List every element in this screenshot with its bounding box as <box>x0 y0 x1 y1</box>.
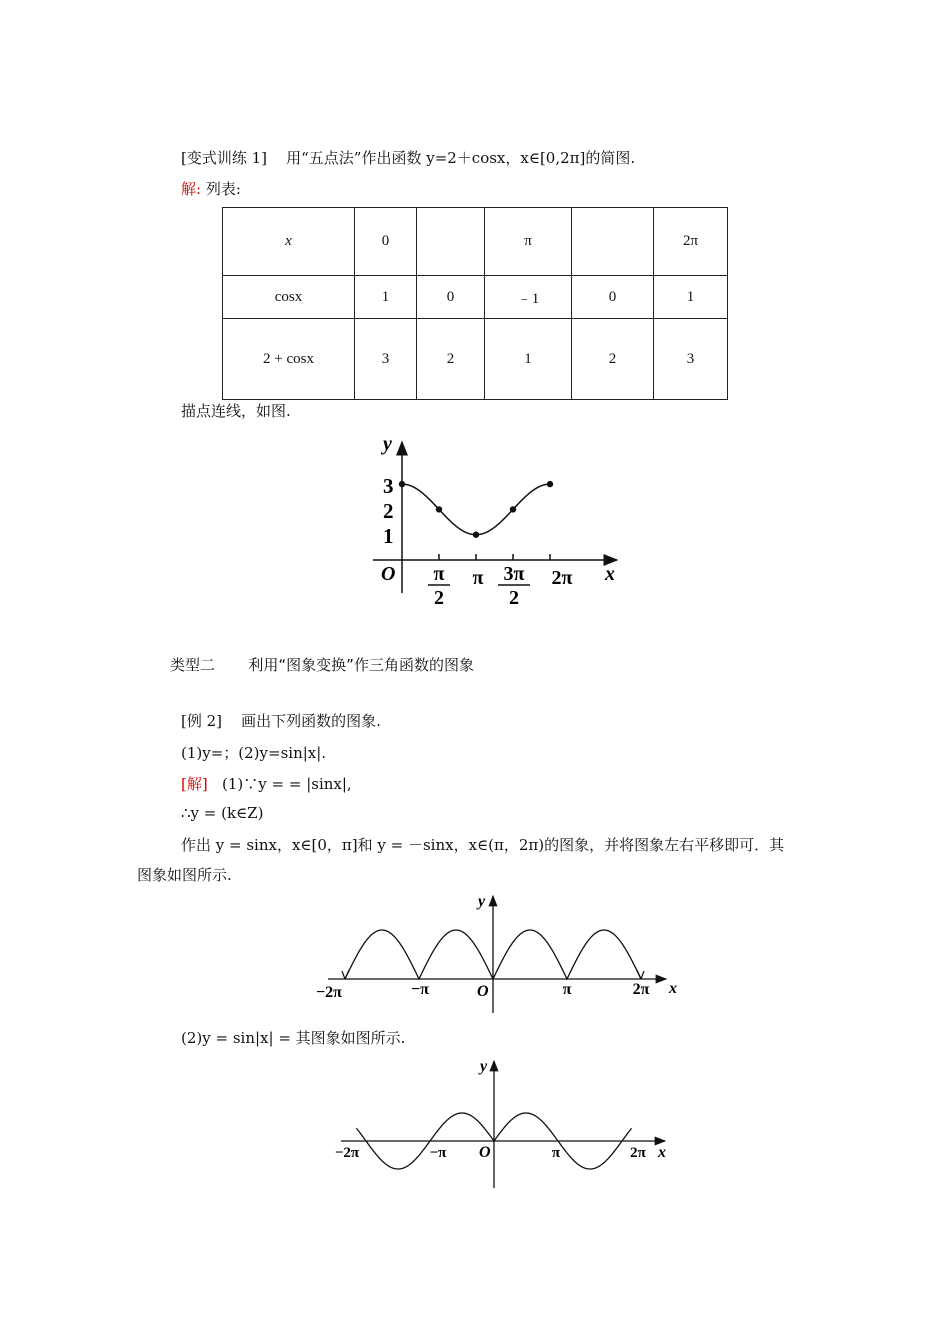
y-axis-label: y <box>480 1058 488 1075</box>
data-point <box>473 532 479 538</box>
x-axis-label: x <box>605 563 615 585</box>
x-tick-label: 2π <box>632 981 650 998</box>
graph-abs-sinx <box>310 890 690 1015</box>
x-tick-label: −π <box>429 1145 447 1161</box>
origin-label: O <box>477 983 489 1000</box>
x-tick-label: 2 <box>434 587 444 609</box>
data-point <box>510 506 516 512</box>
section-title: 利用“图象变换”作三角函数的图象 <box>248 656 474 674</box>
example-prompt: 画出下列函数的图象. <box>241 712 381 730</box>
table-row <box>223 276 728 319</box>
x-tick-label: π <box>472 567 484 589</box>
exercise-line <box>181 147 635 168</box>
example-step1-line <box>181 773 352 794</box>
x-tick-label: 3π <box>503 563 525 585</box>
table-cell: 1 <box>355 276 417 319</box>
table-cell: π <box>485 208 572 276</box>
solution-label: 解: <box>181 180 202 198</box>
example-explain2: 图象如图所示. <box>137 866 232 884</box>
table-cell: x <box>285 233 292 249</box>
table-cell: 1 <box>654 276 728 319</box>
example-parts: (1)y=；(2)y=sin|x|. <box>181 744 327 762</box>
solution-text: 列表: <box>205 180 241 198</box>
table-cell: 3 <box>355 319 417 400</box>
x-tick-label: 2π <box>630 1145 646 1161</box>
x-tick-label: 2π <box>551 567 573 589</box>
plot-note: 描点连线，如图. <box>181 402 291 420</box>
x-tick-label: π <box>551 1145 561 1161</box>
table-row <box>223 319 728 400</box>
y-tick-label: 3 <box>383 474 394 498</box>
value-table <box>222 207 728 400</box>
x-tick-label: −2π <box>316 984 342 1001</box>
example-solution-label: [解] <box>181 775 208 793</box>
table-cell: 0 <box>355 208 417 276</box>
table-cell: 3 <box>654 319 728 400</box>
x-tick-label: −π <box>411 981 429 998</box>
curve-end-arrow <box>637 970 644 979</box>
data-point <box>436 506 442 512</box>
origin-label: O <box>479 1144 491 1161</box>
data-point <box>399 481 405 487</box>
table-cell: 2 <box>572 319 654 400</box>
solution-line <box>181 178 241 199</box>
y-tick-label: 1 <box>383 524 394 548</box>
example-part2: (2)y = sin|x| = 其图象如图所示. <box>181 1029 406 1047</box>
example-step2: ∴y = (k∈Z) <box>181 804 264 822</box>
y-axis-label: y <box>383 433 392 455</box>
table-cell: ﹣1 <box>485 276 572 319</box>
x-axis-label: x <box>658 1144 666 1161</box>
section-label: 类型二 <box>170 656 216 674</box>
cos-curve <box>402 484 550 535</box>
table-cell <box>572 208 654 276</box>
graph-sin-abs-x <box>325 1055 685 1190</box>
x-axis-label: x <box>669 980 677 997</box>
example-line <box>181 710 381 731</box>
table-cell: cosx <box>223 276 355 319</box>
table-cell: 0 <box>572 276 654 319</box>
x-tick-label: 2 <box>509 587 519 609</box>
graph-2-plus-cosx <box>365 428 625 618</box>
table-cell <box>417 208 485 276</box>
x-tick-label: π <box>562 981 572 998</box>
table-cell: 1 <box>485 319 572 400</box>
table-cell: 0 <box>417 276 485 319</box>
table-cell: 2 <box>417 319 485 400</box>
y-tick-label: 2 <box>383 499 394 523</box>
example-step1: (1)∵y = = |sinx|, <box>222 775 352 793</box>
x-tick-label: π <box>433 563 445 585</box>
table-cell: 2 + cosx <box>223 319 355 400</box>
example-explain1: 作出 y = sinx，x∈[0，π]和 y = －sinx，x∈(π，2π)的图象，并将图象左右平移即可．其 <box>181 836 785 854</box>
origin-label: O <box>381 563 396 585</box>
table-row <box>223 208 728 276</box>
section-header <box>170 654 474 675</box>
exercise-statement: 用“五点法”作出函数 y=2＋cosx，x∈[0,2π]的简图. <box>286 149 636 167</box>
x-tick-label: −2π <box>334 1145 360 1161</box>
y-axis-label: y <box>478 893 486 910</box>
exercise-tag: [变式训练 1] <box>181 149 268 167</box>
table-cell: 2π <box>654 208 728 276</box>
curve-end-arrow <box>342 970 349 979</box>
data-point <box>547 481 553 487</box>
example-tag: [例 2] <box>181 712 223 730</box>
